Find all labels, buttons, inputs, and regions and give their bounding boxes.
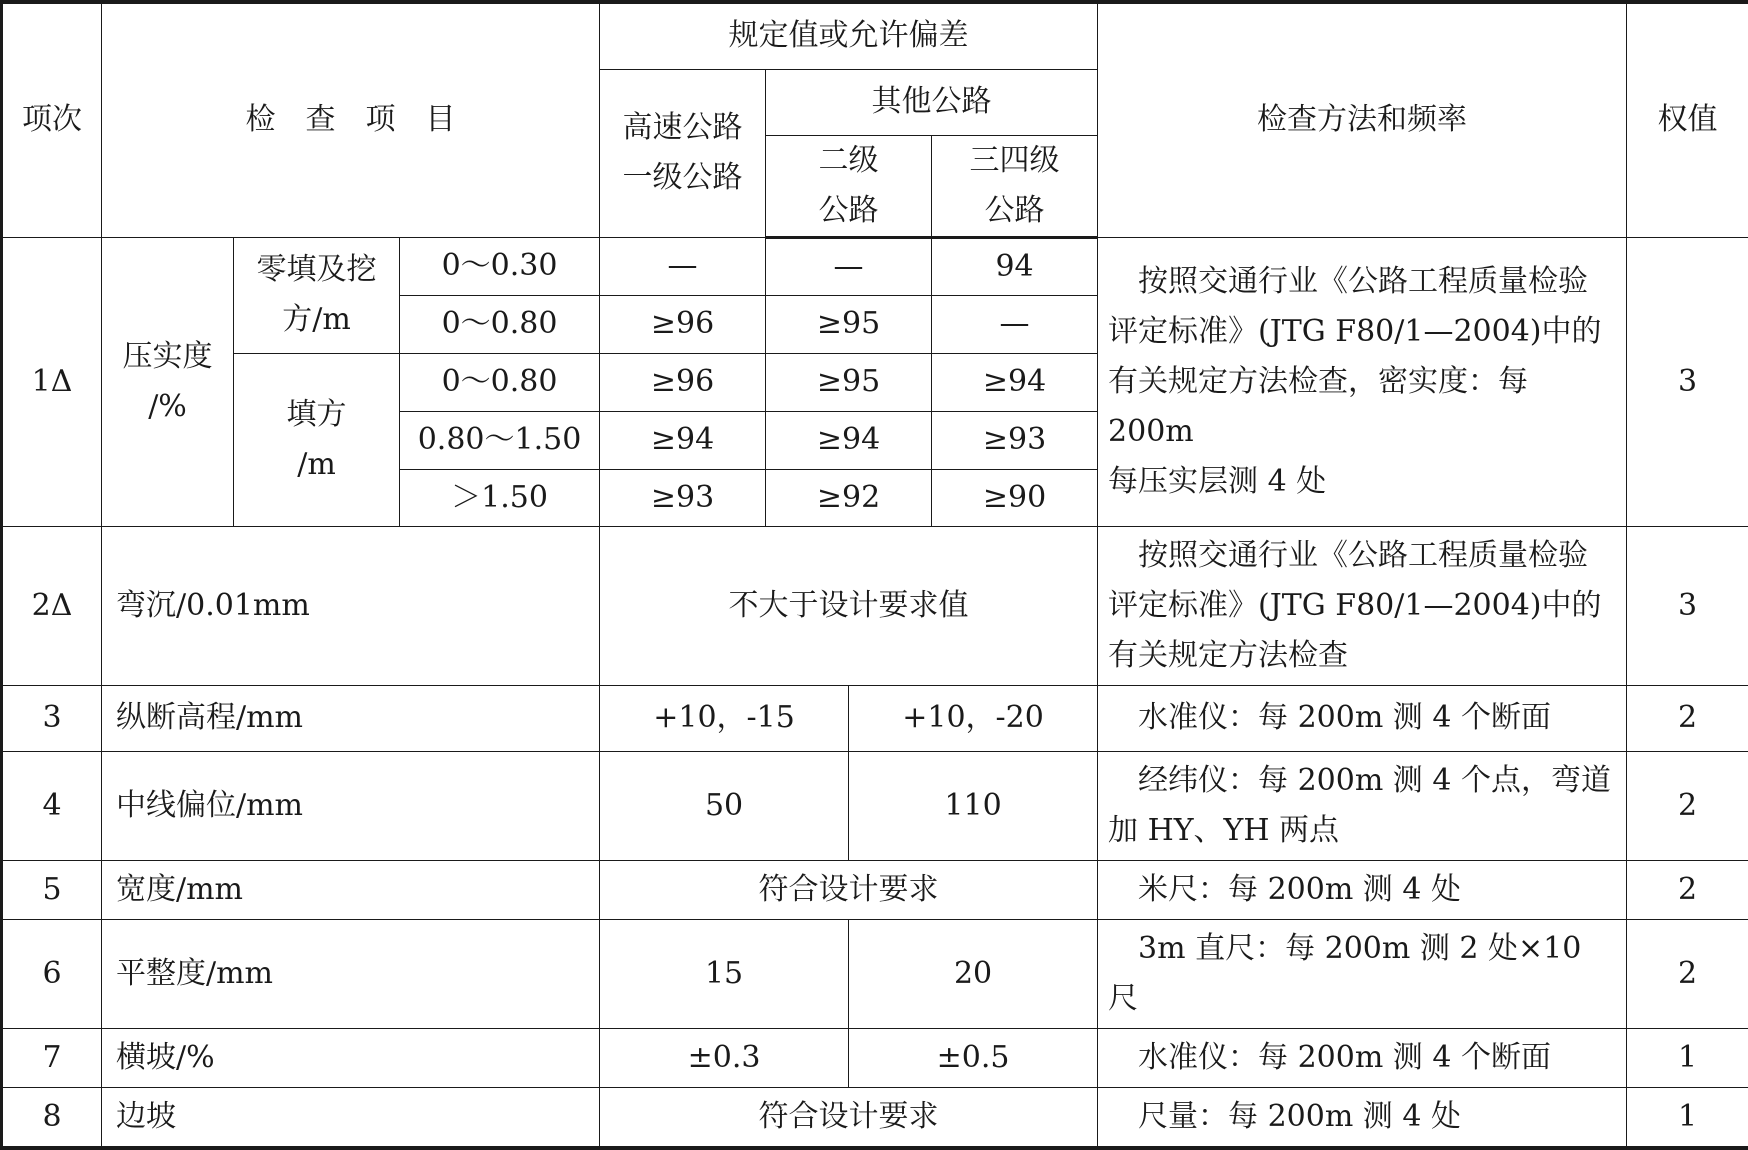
row7-index: 7: [2, 1028, 102, 1087]
row1e-grade2: ≥92: [766, 469, 932, 526]
row4-method-line2: 加 HY、YH 两点: [1108, 812, 1340, 848]
row1b-depth: 0～0.80: [400, 295, 600, 353]
row1d-highway: ≥94: [600, 411, 766, 469]
row5-weight: 2: [1627, 860, 1748, 919]
row1b-grade34: —: [932, 295, 1098, 353]
row1-fill-line1: 填方: [286, 396, 347, 432]
row2-tolerance: 不大于设计要求值: [600, 526, 1098, 685]
row5-method-line1: 米尺：每 200m 测 4 处: [1138, 871, 1461, 907]
row6-index: 6: [2, 919, 102, 1028]
row3-method-line1: 水准仪：每 200m 测 4 个断面: [1138, 700, 1551, 735]
row6-method: [1098, 919, 1627, 1028]
row7-method: [1098, 1028, 1627, 1087]
row1-weight: 3: [1627, 237, 1748, 526]
row1a-grade2: —: [766, 237, 932, 295]
row1d-grade2: ≥94: [766, 411, 932, 469]
row1-fill-line2: /m: [297, 446, 336, 482]
row5-item: 宽度/mm: [102, 860, 600, 919]
row7-tolerance-highway: ±0.3: [600, 1028, 849, 1087]
row4-weight: 2: [1627, 751, 1748, 860]
row7-method-line1: 水准仪：每 200m 测 4 个断面: [1138, 1039, 1551, 1075]
row6-tolerance-other: 20: [849, 919, 1098, 1028]
row3-weight: 2: [1627, 685, 1748, 751]
row1a-depth: 0～0.30: [400, 237, 600, 295]
row1e-highway: ≥93: [600, 469, 766, 526]
row2-item: 弯沉/0.01mm: [102, 526, 600, 685]
row1e-depth: ＞1.50: [400, 469, 600, 526]
row5-tolerance: 符合设计要求: [600, 860, 1098, 919]
header-weight: 权值: [1627, 2, 1748, 237]
header-tolerance: 规定值或允许偏差: [600, 2, 1098, 69]
header-method: 检查方法和频率: [1098, 2, 1627, 237]
row3-method: [1098, 685, 1627, 751]
row4-method-line1: 经纬仪：每 200m 测 4 个点，弯道: [1138, 762, 1611, 798]
row1c-highway: ≥96: [600, 353, 766, 411]
row2-method-line1: 按照交通行业《公路工程质量检验: [1138, 537, 1589, 573]
row1-fill-label: [234, 353, 400, 526]
row2-weight: 3: [1627, 526, 1748, 685]
row4-item: 中线偏位/mm: [102, 751, 600, 860]
row1d-grade34: ≥93: [932, 411, 1098, 469]
row1-item-line1: 压实度: [122, 338, 213, 374]
row1-item: [102, 237, 234, 526]
row8-weight: 1: [1627, 1087, 1748, 1148]
row6-item: 平整度/mm: [102, 919, 600, 1028]
header-index: 项次: [2, 2, 102, 237]
header-item: 检 查 项 目: [102, 2, 600, 237]
row1d-depth: 0.80～1.50: [400, 411, 600, 469]
header-grade2-line1: 二级: [818, 142, 879, 178]
row1-method-line1: 按照交通行业《公路工程质量检验: [1138, 263, 1589, 299]
header-grade2: [766, 135, 932, 237]
row4-tolerance-other: 110: [849, 751, 1098, 860]
row1-method-line4: 每压实层测 4 处: [1108, 463, 1327, 499]
row6-weight: 2: [1627, 919, 1748, 1028]
header-highway: [600, 69, 766, 237]
header-other-roads: 其他公路: [766, 69, 1098, 135]
row3-item: 纵断高程/mm: [102, 685, 600, 751]
row1-method: [1098, 237, 1627, 526]
row6-method-line1: 3m 直尺：每 200m 测 2 处×10 尺: [1108, 930, 1582, 1016]
row8-index: 8: [2, 1087, 102, 1148]
row8-method-line1: 尺量：每 200m 测 4 处: [1138, 1098, 1461, 1134]
row1-zero-fill-label: [234, 237, 400, 353]
row1c-depth: 0～0.80: [400, 353, 600, 411]
row1-method-line3: 有关规定方法检查，密实度：每 200m: [1108, 363, 1529, 449]
row1-zero-fill-line1: 零填及挖: [256, 252, 377, 287]
row2-method: [1098, 526, 1627, 685]
row1c-grade2: ≥95: [766, 353, 932, 411]
row7-item: 横坡/%: [102, 1028, 600, 1087]
header-highway-line1: 高速公路: [622, 110, 743, 145]
header-highway-line2: 一级公路: [622, 160, 743, 195]
row4-index: 4: [2, 751, 102, 860]
row1-method-line2: 评定标准》(JTG F80/1—2004)中的: [1108, 313, 1602, 349]
row2-method-line2: 评定标准》(JTG F80/1—2004)中的: [1108, 587, 1602, 623]
header-grade34-line2: 公路: [984, 192, 1045, 228]
row6-tolerance-highway: 15: [600, 919, 849, 1028]
row1e-grade34: ≥90: [932, 469, 1098, 526]
row2-index: 2Δ: [2, 526, 102, 685]
row3-tolerance-highway: +10，-15: [600, 685, 849, 751]
row2-method-line3: 有关规定方法检查: [1108, 637, 1349, 673]
row1c-grade34: ≥94: [932, 353, 1098, 411]
header-grade34-line1: 三四级: [969, 142, 1060, 178]
row5-index: 5: [2, 860, 102, 919]
row1a-grade34: 94: [932, 237, 1098, 295]
row4-tolerance-highway: 50: [600, 751, 849, 860]
row1-item-line2: /%: [148, 388, 187, 424]
row3-index: 3: [2, 685, 102, 751]
row5-method: [1098, 860, 1627, 919]
row3-tolerance-other: +10，-20: [849, 685, 1098, 751]
row1a-highway: —: [600, 237, 766, 295]
row1b-highway: ≥96: [600, 295, 766, 353]
row1b-grade2: ≥95: [766, 295, 932, 353]
header-grade2-line2: 公路: [818, 192, 879, 228]
row7-tolerance-other: ±0.5: [849, 1028, 1098, 1087]
row8-tolerance: 符合设计要求: [600, 1087, 1098, 1148]
row8-method: [1098, 1087, 1627, 1148]
header-grade34: [932, 135, 1098, 237]
row4-method: [1098, 751, 1627, 860]
row8-item: 边坡: [102, 1087, 600, 1148]
row7-weight: 1: [1627, 1028, 1748, 1087]
row1-zero-fill-line2: 方/m: [282, 302, 351, 337]
row1-index: 1Δ: [2, 237, 102, 526]
